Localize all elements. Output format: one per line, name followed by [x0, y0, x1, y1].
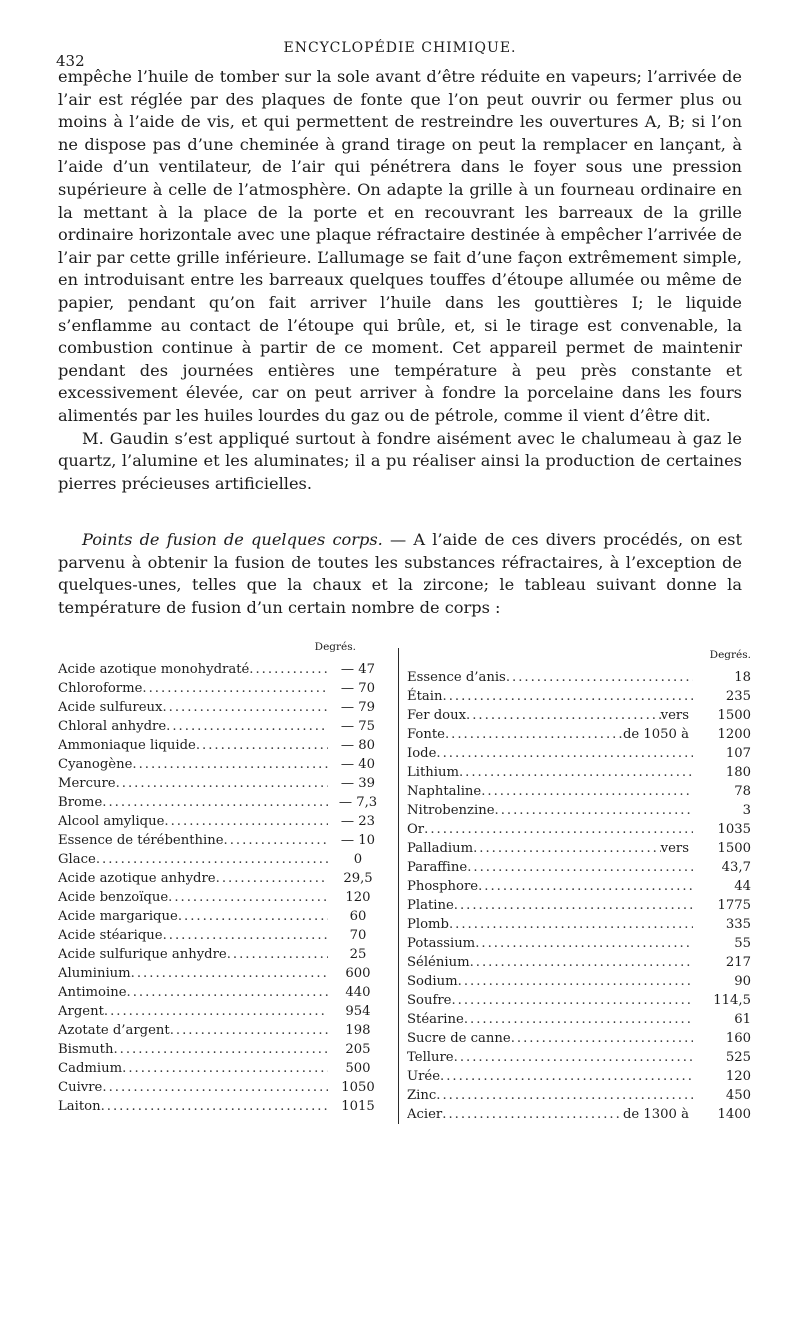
- substance-name: Étain: [407, 688, 443, 704]
- right-column-header: [407, 648, 751, 668]
- running-head: [56, 40, 742, 70]
- leader-dots: [475, 934, 693, 953]
- table-row: [58, 1078, 398, 1097]
- melting-point: — 7,3: [338, 794, 378, 810]
- leader-dots: [102, 1078, 328, 1097]
- substance-name: Naphtaline: [407, 783, 482, 799]
- melting-point: — 40: [340, 756, 376, 772]
- melting-point: — 47: [340, 661, 376, 677]
- table-row: [407, 801, 751, 820]
- table-row: [407, 915, 751, 934]
- melting-point: 55: [734, 935, 751, 951]
- leader-dots: [178, 907, 328, 926]
- substance-name: Cadmium: [58, 1060, 123, 1076]
- table-row: [407, 839, 751, 858]
- substance-name: Phosphore: [407, 878, 479, 894]
- leader-dots: [451, 991, 693, 1010]
- temperature-prefix: de 1050 à: [622, 726, 689, 742]
- melting-point: 440: [345, 984, 371, 1000]
- section-title: Points de fusion de quelques corps.: [82, 530, 383, 550]
- substance-name: Acide sulfureux: [58, 699, 163, 715]
- substance-name: Essence de térébenthine: [58, 832, 224, 848]
- table-row: [58, 660, 398, 679]
- melting-point: 61: [734, 1011, 751, 1027]
- substance-name: Plomb: [407, 916, 449, 932]
- substance-name: Bismuth: [58, 1041, 114, 1057]
- melting-point: — 10: [340, 832, 376, 848]
- table-row: [58, 869, 398, 888]
- melting-point: 3: [742, 802, 751, 818]
- melting-point: 107: [725, 745, 751, 761]
- temperature-prefix: de 1300 à: [622, 1106, 689, 1122]
- substance-name: Argent: [58, 1003, 104, 1019]
- substance-name: Or: [407, 821, 425, 837]
- table-right-column: [398, 648, 751, 1124]
- left-column-header: [58, 640, 398, 660]
- table-row: [58, 736, 398, 755]
- leader-dots: [436, 744, 693, 763]
- table-row: [58, 907, 398, 926]
- leader-dots: [216, 869, 328, 888]
- melting-point: 0: [353, 851, 363, 867]
- melting-point: 90: [734, 973, 751, 989]
- substance-name: Ammoniaque liquide: [58, 737, 196, 753]
- melting-point: 1775: [717, 897, 751, 913]
- table-row: [58, 850, 398, 869]
- table-row: [58, 1021, 398, 1040]
- leader-dots: [458, 972, 693, 991]
- leader-dots: [466, 706, 661, 725]
- table-row: [407, 744, 751, 763]
- leader-dots: [506, 668, 693, 687]
- table-row: [58, 888, 398, 907]
- table-row: [407, 1029, 751, 1048]
- substance-name: Chloral anhydre: [58, 718, 167, 734]
- leader-dots: [127, 983, 329, 1002]
- melting-point: 25: [349, 946, 367, 962]
- melting-point: 217: [725, 954, 751, 970]
- substance-name: Acide stéarique: [58, 927, 163, 943]
- melting-point: 235: [725, 688, 751, 704]
- substance-name: Iode: [407, 745, 437, 761]
- substance-name: Sodium: [407, 973, 458, 989]
- table-row: [407, 953, 751, 972]
- right-rows: [407, 668, 751, 1124]
- leader-dots: [436, 1086, 693, 1105]
- left-rows: [58, 660, 398, 1116]
- leader-dots: [511, 1029, 693, 1048]
- substance-name: Acide margarique: [58, 908, 178, 924]
- melting-point: 1500: [717, 707, 751, 723]
- melting-point: 114,5: [713, 992, 751, 1008]
- melting-point: 120: [725, 1068, 751, 1084]
- right-header-label: Degrés.: [709, 648, 751, 661]
- substance-name: Lithium: [407, 764, 459, 780]
- leader-dots: [163, 926, 328, 945]
- substance-name: Glace: [58, 851, 96, 867]
- leader-dots: [162, 698, 328, 717]
- substance-name: Azotate d’argent: [58, 1022, 170, 1038]
- melting-point: 450: [725, 1087, 751, 1103]
- leader-dots: [473, 839, 661, 858]
- substance-name: Alcool amylique: [58, 813, 165, 829]
- melting-point: 1500: [717, 840, 751, 856]
- leader-dots: [196, 736, 328, 755]
- substance-name: Stéarine: [407, 1011, 464, 1027]
- substance-name: Acide azotique anhydre: [58, 870, 216, 886]
- leader-dots: [224, 831, 328, 850]
- table-row: [58, 793, 398, 812]
- paragraph-furnace: empêche l’huile de tomber sur la sole avant d’être réduite en vapeurs; l’arrivée de l’air est réglée par des plaques de fonte que l’on peut ouvrir ou fermer plus ou moins à l’aide de vis, et qui permettent de restreindre les ouvertures A, B; si l’on ne dispose pas d’une cheminée à grand tirage on peut la remplacer en lançant, à l’aide d’un ventilateur, de l’air qui pénétrera dans le foyer sous une pression supérieure à celle de l’atmosphère. On adapte la grille à un fourneau ordinaire en la mettant à la place de la porte et en recouvrant les barreaux de la grille ordinaire horizontale avec une plaque réfractaire destinée à empêcher l’arrivée de l’air par cette grille inférieure. L’allumage se fait d’une façon extrêmement simple, en introduisant entre les barreaux quelques touffes d’étoupe allumée ou même de papier, pendant qu’on fait arriver l’huile dans les gouttières I; le liquide s’enflamme au contact de l’étoupe qui brûle, et, si le tirage est convenable, la combustion continue à partir de ce moment. Cet appareil permet de maintenir pendant des journées entières une température à peu près constante et excessivement élevée, car on peut arriver à fondre la porcelaine dans les fours alimentés par les huiles lourdes du gaz ou de pétrole, comme il vient d’être dit.: [58, 67, 742, 425]
- leader-dots: [113, 1040, 328, 1059]
- table-row: [407, 687, 751, 706]
- melting-point: 43,7: [721, 859, 751, 875]
- substance-name: Antimoine: [58, 984, 127, 1000]
- leader-dots: [104, 1002, 328, 1021]
- table-row: [58, 983, 398, 1002]
- substance-name: Acide benzoïque: [58, 889, 169, 905]
- melting-point: 1400: [717, 1106, 751, 1122]
- substance-name: Fonte: [407, 726, 445, 742]
- table-row: [58, 1040, 398, 1059]
- leader-dots: [132, 755, 328, 774]
- table-row: [58, 831, 398, 850]
- substance-name: Mercure: [58, 775, 116, 791]
- table-row: [58, 717, 398, 736]
- melting-point: 78: [734, 783, 751, 799]
- melting-point: — 79: [340, 699, 376, 715]
- melting-point: 1035: [717, 821, 751, 837]
- melting-point: 205: [345, 1041, 371, 1057]
- leader-dots: [166, 717, 328, 736]
- table-row: [407, 1067, 751, 1086]
- melting-point: 1050: [341, 1079, 375, 1095]
- substance-name: Acide azotique monohydraté: [58, 661, 250, 677]
- table-row: [407, 763, 751, 782]
- fusion-points-table: [58, 640, 751, 1124]
- table-row: [407, 896, 751, 915]
- melting-point: — 75: [340, 718, 376, 734]
- leader-dots: [449, 915, 693, 934]
- table-row: [58, 755, 398, 774]
- melting-point: 500: [345, 1060, 371, 1076]
- table-row: [58, 1097, 398, 1116]
- table-row: [58, 945, 398, 964]
- table-row: [407, 668, 751, 687]
- leader-dots: [170, 1021, 328, 1040]
- melting-point: 1200: [717, 726, 751, 742]
- table-row: [58, 812, 398, 831]
- leader-dots: [116, 774, 328, 793]
- substance-name: Sélénium: [407, 954, 470, 970]
- table-row: [407, 1086, 751, 1105]
- table-row: [58, 774, 398, 793]
- leader-dots: [440, 1067, 693, 1086]
- leader-dots: [478, 877, 693, 896]
- substance-name: Fer doux: [407, 707, 467, 723]
- table-row: [58, 698, 398, 717]
- substance-name: Brome: [58, 794, 103, 810]
- leader-dots: [142, 679, 328, 698]
- table-row: [407, 1048, 751, 1067]
- melting-point: 18: [734, 669, 751, 685]
- paragraph-fusion-intro: [58, 529, 742, 619]
- melting-point: — 39: [340, 775, 376, 791]
- substance-name: Sucre de canne: [407, 1030, 511, 1046]
- substance-name: Zinc: [407, 1087, 437, 1103]
- melting-point: — 80: [340, 737, 376, 753]
- substance-name: Soufre: [407, 992, 452, 1008]
- header-title: ENCYCLOPÉDIE CHIMIQUE.: [283, 40, 517, 56]
- substance-name: Laiton: [58, 1098, 101, 1114]
- leader-dots: [459, 763, 693, 782]
- substance-name: Nitrobenzine: [407, 802, 495, 818]
- leader-dots: [102, 793, 328, 812]
- substance-name: Platine: [407, 897, 454, 913]
- table-row: [58, 926, 398, 945]
- left-header-label: Degrés.: [314, 640, 356, 653]
- melting-point: 198: [345, 1022, 371, 1038]
- table-left-column: [58, 640, 398, 1124]
- leader-dots: [131, 964, 328, 983]
- melting-point: 335: [725, 916, 751, 932]
- leader-dots: [454, 1048, 693, 1067]
- leader-dots: [424, 820, 693, 839]
- leader-dots: [495, 801, 693, 820]
- substance-name: Chloroforme: [58, 680, 143, 696]
- book-page: [56, 40, 751, 1124]
- substance-name: Essence d’anis: [407, 669, 506, 685]
- substance-name: Palladium: [407, 840, 474, 856]
- substance-name: Urée: [407, 1068, 441, 1084]
- substance-name: Cuivre: [58, 1079, 103, 1095]
- table-row: [58, 679, 398, 698]
- leader-dots: [481, 782, 693, 801]
- leader-dots: [443, 687, 694, 706]
- table-row: [407, 782, 751, 801]
- substance-name: Potassium: [407, 935, 476, 951]
- melting-point: 525: [725, 1049, 751, 1065]
- substance-name: Tellure: [407, 1049, 454, 1065]
- section-body: — A l’aide de ces divers procédés, on est parvenu à obtenir la fusion de toutes les substances réfractaires, à l’exception de quelques-unes, telles que la chaux et la zircone; le tableau suivant donne la température de fusion d’un certain nombre de corps :: [58, 530, 742, 618]
- leader-dots: [101, 1097, 328, 1116]
- leader-dots: [467, 858, 693, 877]
- leader-dots: [445, 725, 623, 744]
- table-row: [58, 964, 398, 983]
- melting-point: 120: [345, 889, 371, 905]
- table-row: [58, 1059, 398, 1078]
- melting-point: — 70: [340, 680, 376, 696]
- leader-dots: [464, 1010, 693, 1029]
- leader-dots: [454, 896, 693, 915]
- temperature-prefix: vers: [660, 840, 689, 856]
- leader-dots: [168, 888, 328, 907]
- melting-point: 1015: [341, 1098, 375, 1114]
- leader-dots: [96, 850, 328, 869]
- melting-point: 60: [349, 908, 367, 924]
- substance-name: Acide sulfurique anhydre: [58, 946, 227, 962]
- table-row: [407, 1105, 751, 1124]
- leader-dots: [227, 945, 328, 964]
- leader-dots: [470, 953, 693, 972]
- melting-point: 44: [734, 878, 751, 894]
- melting-point: 160: [725, 1030, 751, 1046]
- leader-dots: [249, 660, 328, 679]
- table-row: [407, 858, 751, 877]
- leader-dots: [164, 812, 328, 831]
- paragraph-gaudin: M. Gaudin s’est appliqué surtout à fondre aisément avec le chalumeau à gaz le quartz, l’alumine et les aluminates; il a pu réaliser ainsi la production de certaines pierres précieuses artificielles.: [58, 428, 742, 493]
- table-row: [407, 820, 751, 839]
- table-row: [407, 1010, 751, 1029]
- substance-name: Acier: [407, 1106, 443, 1122]
- page-number: 432: [56, 52, 85, 70]
- table-row: [58, 1002, 398, 1021]
- leader-dots: [122, 1059, 328, 1078]
- melting-point: 70: [349, 927, 367, 943]
- table-row: [407, 991, 751, 1010]
- substance-name: Cyanogène: [58, 756, 133, 772]
- melting-point: — 23: [340, 813, 376, 829]
- leader-dots: [442, 1105, 623, 1124]
- melting-point: 954: [345, 1003, 371, 1019]
- melting-point: 600: [345, 965, 371, 981]
- temperature-prefix: vers: [660, 707, 689, 723]
- substance-name: Paraffine: [407, 859, 468, 875]
- melting-point: 180: [725, 764, 751, 780]
- table-row: [407, 706, 751, 725]
- table-row: [407, 725, 751, 744]
- melting-point: 29,5: [343, 870, 373, 886]
- substance-name: Aluminium: [58, 965, 131, 981]
- table-row: [407, 972, 751, 991]
- table-row: [407, 934, 751, 953]
- table-row: [407, 877, 751, 896]
